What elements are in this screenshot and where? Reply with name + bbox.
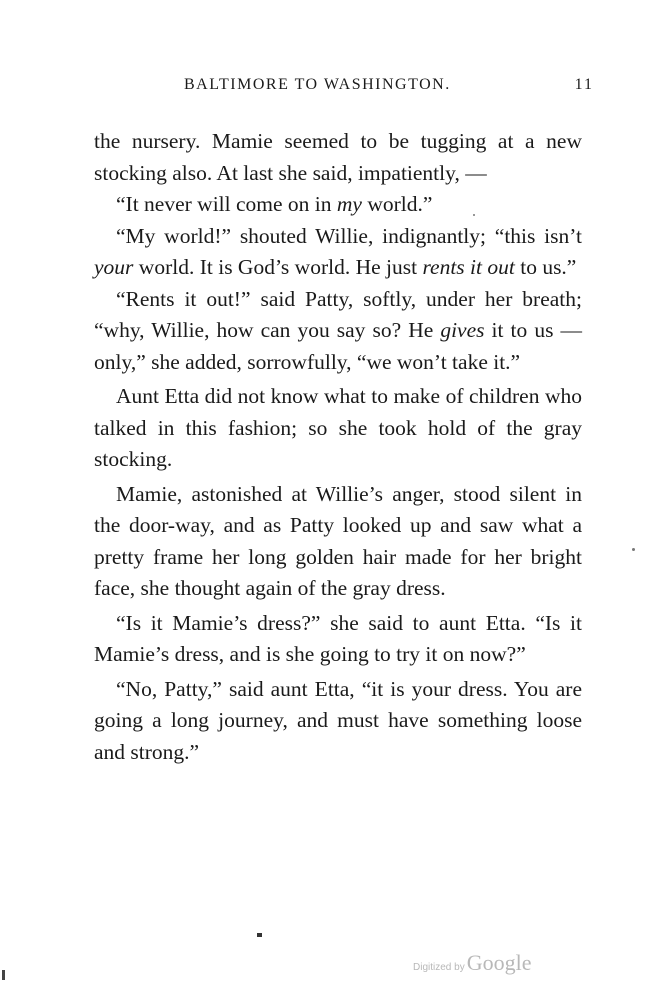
google-logo: Google <box>466 950 532 975</box>
page-number: 11 <box>574 76 594 93</box>
running-title: BALTIMORE TO WASHINGTON. <box>184 76 451 93</box>
paragraph: Mamie, astonished at Willie’s anger, stood silent in the door-way, and as Patty looked up and saw what a pretty frame her long golden hair made for her bright face, she thought again of the gray dress. <box>94 481 582 600</box>
paragraph: the nursery. Mamie seemed to be tugging at a new stocking also. At last she said, impatiently, — <box>94 129 582 185</box>
paragraph: “No, Patty,” said aunt Etta, “it is your dress. You are going a long journey, and must have something loose and strong.” <box>94 676 582 764</box>
ink-mark <box>257 933 262 937</box>
emphasis: rents it out <box>422 255 515 279</box>
paragraph: “Rents it out!” said Patty, softly, under her breath; “why, Willie, how can you say so? He gives it to us — only,” she added, sorrowfully, “we won’t take it.” <box>94 286 582 374</box>
margin-tick <box>2 970 5 980</box>
running-header <box>96 76 594 100</box>
paragraph: “It never will come on in my world.” <box>116 192 433 216</box>
paragraph: “My world!” shouted Willie, indignantly; “this isn’t your world. It is God’s world. He just rents it out to us.” <box>94 223 582 279</box>
emphasis: your <box>94 255 134 279</box>
paragraph: Aunt Etta did not know what to make of children who talked in this fashion; so she took hold of the gray stocking. <box>94 384 582 471</box>
google-watermark <box>413 950 531 976</box>
text-body <box>94 126 582 768</box>
paper-speck <box>632 548 635 551</box>
paper-speck <box>473 214 475 216</box>
emphasis: my <box>336 192 362 216</box>
emphasis: gives <box>440 318 485 342</box>
paragraph: “Is it Mamie’s dress?” she said to aunt Etta. “Is it Mamie’s dress, and is she going to try it on now?” <box>94 610 582 666</box>
watermark-digitized: Digitized by <box>413 962 465 973</box>
